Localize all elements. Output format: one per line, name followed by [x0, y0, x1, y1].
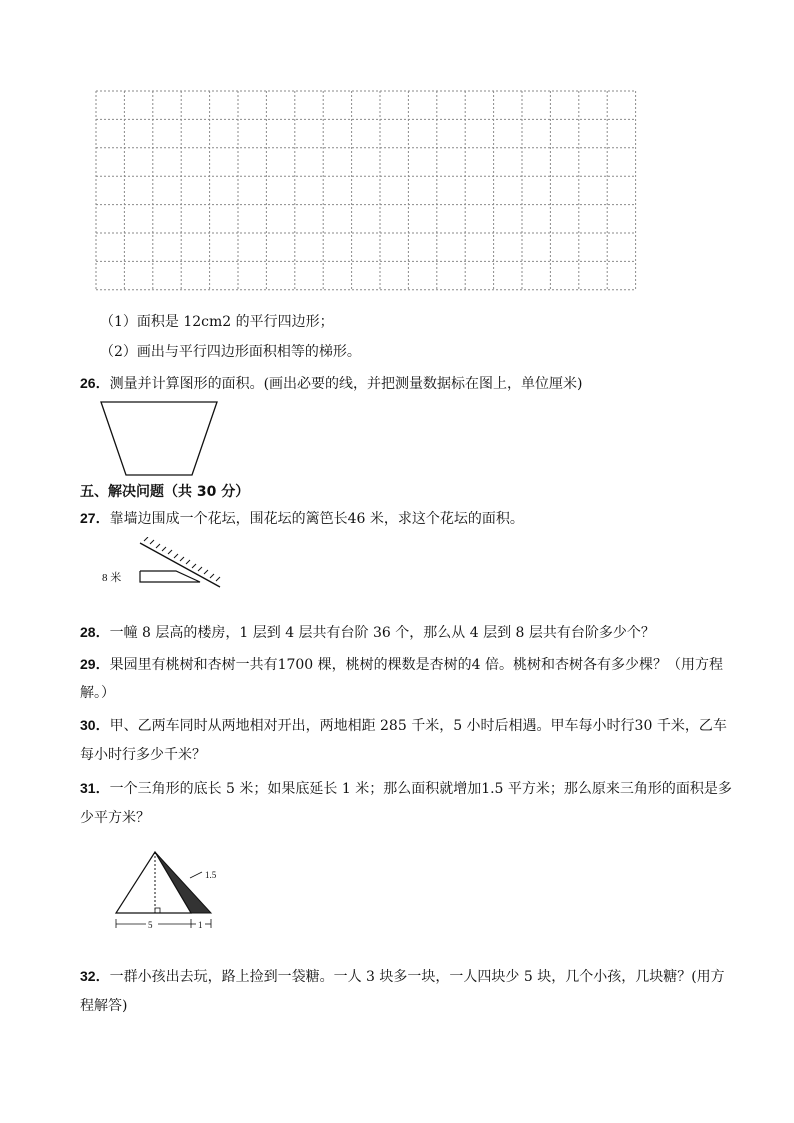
question-number: 26．: [80, 375, 110, 391]
dotted-grid: [95, 90, 640, 296]
question-32-continued: 程解答): [80, 998, 128, 1014]
question-text: 一个三角形的底长 5 米；如果底延长 1 米；那么面积就增加1.5 平方米；那么原来三角形的面积是多: [109, 781, 732, 797]
question-text: 一群小孩出去玩，路上捡到一袋糖。一人 3 块多一块，一人四块少 5 块，几个小孩，几块糖？(用方: [109, 969, 725, 985]
area-label: 1.5: [205, 870, 217, 880]
question-text: 靠墙边围成一个花坛，围花坛的篱笆长46 米，求这个花坛的面积。: [109, 511, 524, 527]
section-title: 五、解决问题（共 30 分）: [80, 484, 250, 500]
question-28: [80, 622, 750, 643]
question-30-continued: 每小时行多少千米？: [80, 747, 206, 763]
triangle-figure: [110, 848, 230, 930]
base-label: 5: [148, 920, 153, 930]
flowerbed-label: 8 米: [102, 572, 122, 584]
question-text: 一幢 8 层高的楼房，1 层到 4 层共有台阶 36 个，那么从 4 层到 8 层共有台阶多少个？: [109, 625, 655, 641]
question-text: 甲、乙两车同时从两地相对开出，两地相距 285 千米，5 小时后相遇。甲车每小时行30 千米，乙车: [109, 718, 727, 734]
question-31-continued: 少平方米？: [80, 810, 150, 826]
flowerbed-fence: [140, 571, 200, 582]
question-29: [80, 654, 750, 675]
question-number: 32．: [80, 968, 110, 984]
q25-sub1: （1）面积是 12cm2 的平行四边形；: [100, 314, 334, 330]
question-number: 31．: [80, 780, 110, 796]
question-number: 30．: [80, 717, 110, 733]
extension-label: 1: [198, 920, 203, 930]
question-text: 果园里有桃树和杏树一共有1700 棵，桃树的棵数是杏树的4 倍。桃树和杏树各有多少棵？（用方程: [109, 657, 724, 673]
question-number: 28．: [80, 624, 110, 640]
question-29-continued: 解。）: [80, 685, 115, 701]
flowerbed-figure: [100, 537, 230, 595]
q25-sub2: （2）画出与平行四边形面积相等的梯形。: [100, 344, 361, 360]
question-number: 29．: [80, 656, 110, 672]
question-32: [80, 966, 750, 987]
question-27: [80, 508, 750, 529]
question-text: 测量并计算图形的面积。(画出必要的线，并把测量数据标在图上，单位厘米): [109, 376, 583, 392]
question-number: 27．: [80, 510, 110, 526]
trapezoid-shape: [101, 402, 217, 475]
trapezoid-figure: [98, 398, 223, 480]
question-26: [80, 373, 750, 394]
question-31: [80, 778, 750, 799]
question-30: [80, 715, 750, 736]
